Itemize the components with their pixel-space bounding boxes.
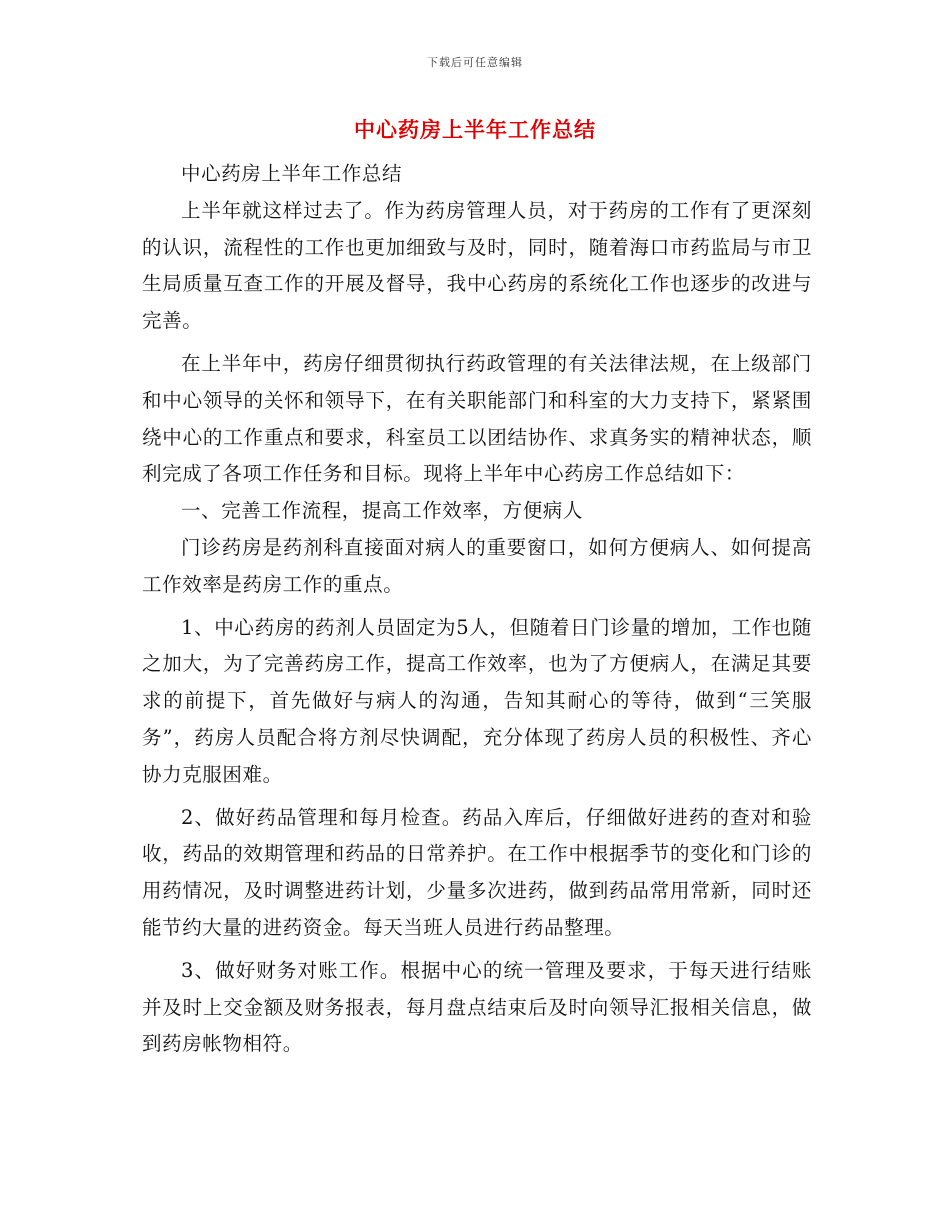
paragraph-overview: 在上半年中，药房仔细贯彻执行药政管理的有关法律法规，在上级部门和中心领导的关怀和领导下，在有关职能部门和科室的大力支持下，紧紧围绕中心的工作重点和要求，科室员工以团结协作、求真务实的精神状态，顺利完成了各项工作任务和目标。现将上半年中心药房工作总结如下：	[142, 351, 812, 486]
paragraph-item-3: 3、做好财务对账工作。根据中心的统一管理及要求，于每天进行结账并及时上交金额及财务报表，每月盘点结束后及时向领导汇报相关信息，做到药房帐物相符。	[142, 958, 812, 1056]
document-title: 中心药房上半年工作总结	[354, 117, 596, 142]
paragraph-subtitle: 中心药房上半年工作总结	[181, 162, 403, 185]
document-body	[142, 156, 812, 1063]
header-note: 下载后可任意编辑	[427, 56, 523, 69]
paragraph-section-1-intro: 门诊药房是药剂科直接面对病人的重要窗口，如何方便病人、如何提高工作效率是药房工作的重点。	[142, 535, 812, 596]
paragraph-item-2: 2、做好药品管理和每月检查。药品入库后，仔细做好进药的查对和验收，药品的效期管理和药品的日常养护。在工作中根据季节的变化和门诊的用药情况，及时调整进药计划，少量多次进药，做到药品常用常新，同时还能节约大量的进药资金。每天当班人员进行药品整理。	[142, 805, 812, 939]
section-heading-1: 一、完善工作流程，提高工作效率，方便病人	[181, 499, 584, 523]
paragraph-item-1: 1、中心药房的药剂人员固定为5人，但随着日门诊量的增加，工作也随之加大，为了完善药房工作，提高工作效率，也为了方便病人，在满足其要求的前提下，首先做好与病人的沟通，告知其耐心的等待，做到“三笑服务”，药房人员配合将方剂尽快调配，充分体现了药房人员的积极性、齐心协力克服困难。	[142, 615, 812, 786]
paragraph-intro: 上半年就这样过去了。作为药房管理人员，对于药房的工作有了更深刻的认识，流程性的工作也更加细致与及时，同时，随着海口市药监局与市卫生局质量互查工作的开展及督导，我中心药房的系统化工作也逐步的改进与完善。	[142, 198, 812, 333]
